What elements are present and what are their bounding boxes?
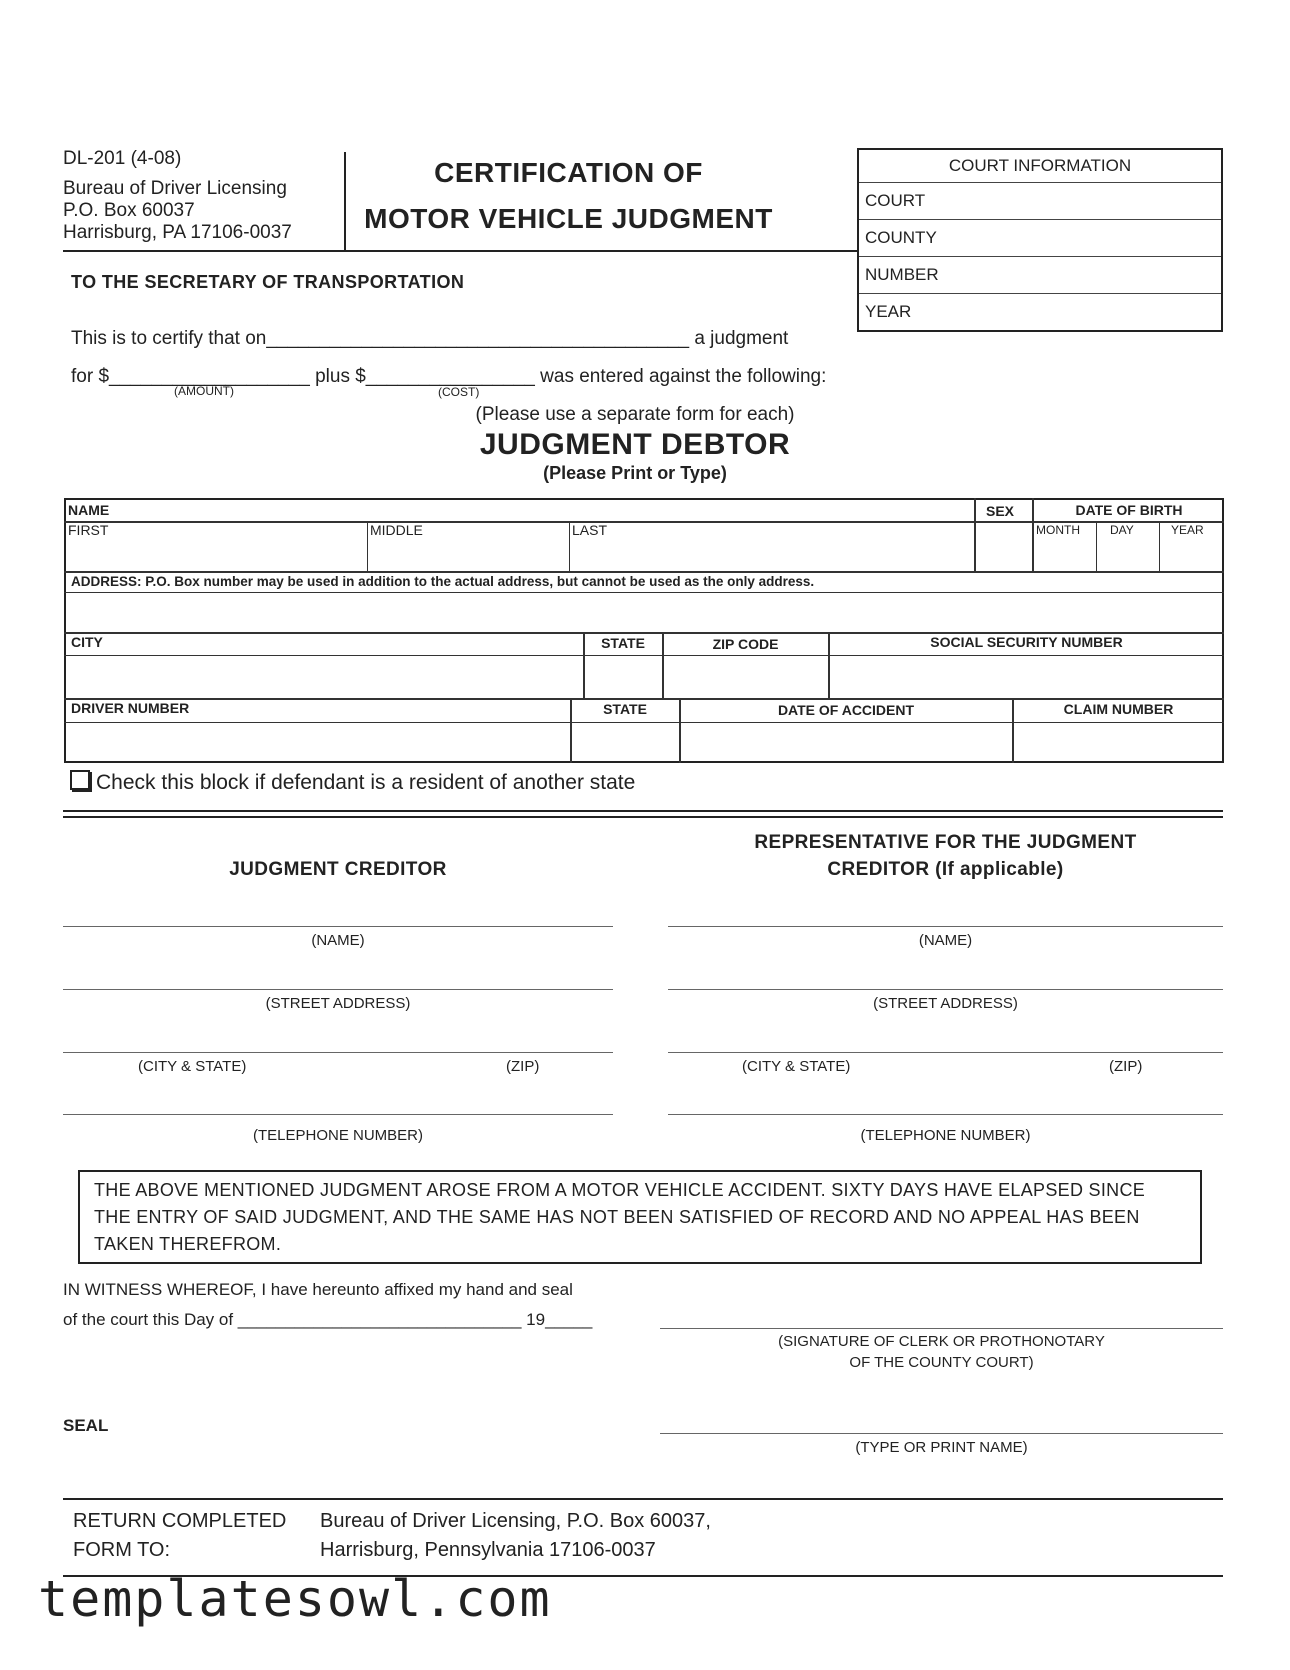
- label-driver-number[interactable]: DRIVER NUMBER: [71, 700, 190, 716]
- label-driver-state[interactable]: STATE: [603, 701, 647, 717]
- return-address-1: Bureau of Driver Licensing, P.O. Box 60037,: [320, 1510, 711, 1532]
- rep-phone-line[interactable]: [668, 1114, 1223, 1115]
- rep-street-caption: (STREET ADDRESS): [873, 995, 1018, 1012]
- agency-city: Harrisburg, PA 17106-0037: [63, 222, 292, 243]
- label-zip[interactable]: ZIP CODE: [712, 636, 779, 652]
- label-state[interactable]: STATE: [601, 635, 645, 651]
- rep-zip-caption: (ZIP): [1109, 1058, 1143, 1075]
- label-claim-number[interactable]: CLAIM NUMBER: [1063, 701, 1174, 717]
- debtor-grid: [64, 498, 1224, 763]
- creditor-street-line[interactable]: [63, 989, 613, 990]
- grid-line: [569, 521, 570, 572]
- court-field[interactable]: COURT: [859, 183, 1221, 220]
- creditor-city-line[interactable]: [63, 1052, 613, 1053]
- return-label-1: RETURN COMPLETED: [73, 1510, 287, 1532]
- grid-line: [64, 592, 1224, 593]
- year-field[interactable]: YEAR: [865, 302, 912, 321]
- label-sex: SEX: [986, 503, 1015, 519]
- header-rule: [63, 250, 859, 252]
- creditor-name-line[interactable]: [63, 926, 613, 927]
- amount-blank[interactable]: ___________________: [109, 366, 310, 387]
- court-information-box: [857, 148, 1223, 332]
- entered-text: was entered against the following:: [540, 366, 827, 387]
- creditor-phone-caption: (TELEPHONE NUMBER): [252, 1127, 424, 1144]
- grid-line: [64, 571, 1224, 573]
- witness-line-1: IN WITNESS WHEREOF, I have hereunto affixed my hand and seal: [63, 1280, 573, 1299]
- resident-check-label: Check this block if defendant is a resident of another state: [96, 771, 636, 794]
- agency-block: [63, 148, 292, 244]
- signature-caption-1: (SIGNATURE OF CLERK OR PROTHONOTARY: [778, 1333, 1105, 1350]
- resident-check-row: [70, 770, 635, 795]
- signature-caption-2: OF THE COUNTY COURT): [849, 1354, 1034, 1371]
- return-rule-top: [63, 1498, 1223, 1500]
- representative-heading-1: REPRESENTATIVE FOR THE JUDGMENT: [754, 832, 1137, 853]
- rep-name-caption: (NAME): [918, 932, 973, 949]
- label-day[interactable]: DAY: [1110, 523, 1134, 537]
- label-dob: DATE OF BIRTH: [1075, 502, 1183, 518]
- label-city[interactable]: CITY: [71, 634, 103, 650]
- cost-caption: (COST): [438, 385, 480, 399]
- creditor-heading: JUDGMENT CREDITOR: [229, 859, 447, 880]
- seal-label: SEAL: [63, 1416, 109, 1435]
- county-field[interactable]: COUNTY: [859, 220, 1221, 257]
- grid-line: [64, 698, 1224, 700]
- grid-line: [64, 722, 1224, 723]
- label-first[interactable]: FIRST: [68, 522, 109, 538]
- label-accident-date[interactable]: DATE OF ACCIDENT: [777, 702, 915, 718]
- label-year[interactable]: YEAR: [1171, 523, 1204, 537]
- print-name-line[interactable]: [660, 1433, 1223, 1434]
- rep-street-line[interactable]: [668, 989, 1223, 990]
- court-info-heading: COURT INFORMATION: [859, 150, 1221, 183]
- agency-po-box: P.O. Box 60037: [63, 200, 195, 221]
- for-prefix: for $: [71, 366, 110, 387]
- watermark-logo: templatesowl.com: [38, 1570, 552, 1628]
- representative-heading-2: CREDITOR (If applicable): [827, 859, 1064, 880]
- grid-line: [1159, 521, 1160, 572]
- plus-label: plus $: [315, 366, 366, 387]
- label-address[interactable]: ADDRESS: P.O. Box number may be used in addition to the actual address, but cannot be used as the only address.: [71, 574, 815, 589]
- print-name-caption: (TYPE OR PRINT NAME): [855, 1439, 1028, 1456]
- creditor-phone-line[interactable]: [63, 1114, 613, 1115]
- certify-prefix: This is to certify that on: [71, 328, 267, 349]
- certify-suffix: a judgment: [694, 328, 789, 349]
- print-note: (Please Print or Type): [543, 463, 727, 483]
- rep-city-line[interactable]: [668, 1052, 1223, 1053]
- separate-form-note: (Please use a separate form for each): [475, 404, 795, 425]
- addressee: TO THE SECRETARY OF TRANSPORTATION: [71, 272, 465, 292]
- debtor-title: JUDGMENT DEBTOR: [479, 428, 791, 461]
- form-id: DL-201 (4-08): [63, 148, 182, 169]
- rep-phone-caption: (TELEPHONE NUMBER): [860, 1127, 1031, 1144]
- return-label-2: FORM TO:: [73, 1539, 171, 1561]
- label-month[interactable]: MONTH: [1036, 523, 1080, 537]
- label-ssn[interactable]: SOCIAL SECURITY NUMBER: [930, 634, 1123, 650]
- return-address-2: Harrisburg, Pennsylvania 17106-0037: [320, 1539, 656, 1561]
- grid-line: [974, 498, 976, 572]
- creditor-city-caption: (CITY & STATE): [138, 1058, 247, 1075]
- grid-line: [64, 655, 1224, 656]
- notice-box: THE ABOVE MENTIONED JUDGMENT AROSE FROM A MOTOR VEHICLE ACCIDENT. SIXTY DAYS HAVE ELAPSED SINCE THE ENTRY OF SAID JUDGMENT, AND THE SAME HAS NOT BEEN SATISFIED OF RECORD AND NO APPEAL HAS BEEN TAKEN THEREFROM.: [78, 1170, 1202, 1264]
- label-last[interactable]: LAST: [572, 522, 608, 538]
- agency-name: Bureau of Driver Licensing: [63, 178, 287, 199]
- label-name: NAME: [68, 502, 110, 518]
- grid-line: [1096, 521, 1097, 572]
- label-middle[interactable]: MIDDLE: [370, 522, 423, 538]
- creditor-zip-caption: (ZIP): [506, 1058, 540, 1075]
- divider-rule: [63, 816, 1223, 818]
- case-number-field[interactable]: NUMBER: [859, 257, 1221, 294]
- certify-line: [71, 328, 788, 350]
- creditor-street-caption: (STREET ADDRESS): [265, 995, 411, 1012]
- grid-line: [367, 521, 368, 572]
- amount-caption: (AMOUNT): [174, 384, 234, 398]
- rep-name-line[interactable]: [668, 926, 1223, 927]
- rep-city-caption: (CITY & STATE): [742, 1058, 851, 1075]
- judgment-date-blank[interactable]: ________________________________________: [266, 328, 690, 349]
- form-title-line2: MOTOR VEHICLE JUDGMENT: [364, 203, 773, 234]
- form-title-line1: CERTIFICATION OF: [434, 157, 703, 188]
- cost-blank[interactable]: ________________: [365, 366, 535, 387]
- divider-rule: [63, 810, 1223, 812]
- clerk-signature-line[interactable]: [660, 1328, 1223, 1329]
- creditor-name-caption: (NAME): [311, 932, 365, 949]
- witness-line-2[interactable]: of the court this Day of ______________________________ 19_____: [63, 1310, 593, 1329]
- resident-checkbox[interactable]: [70, 770, 90, 790]
